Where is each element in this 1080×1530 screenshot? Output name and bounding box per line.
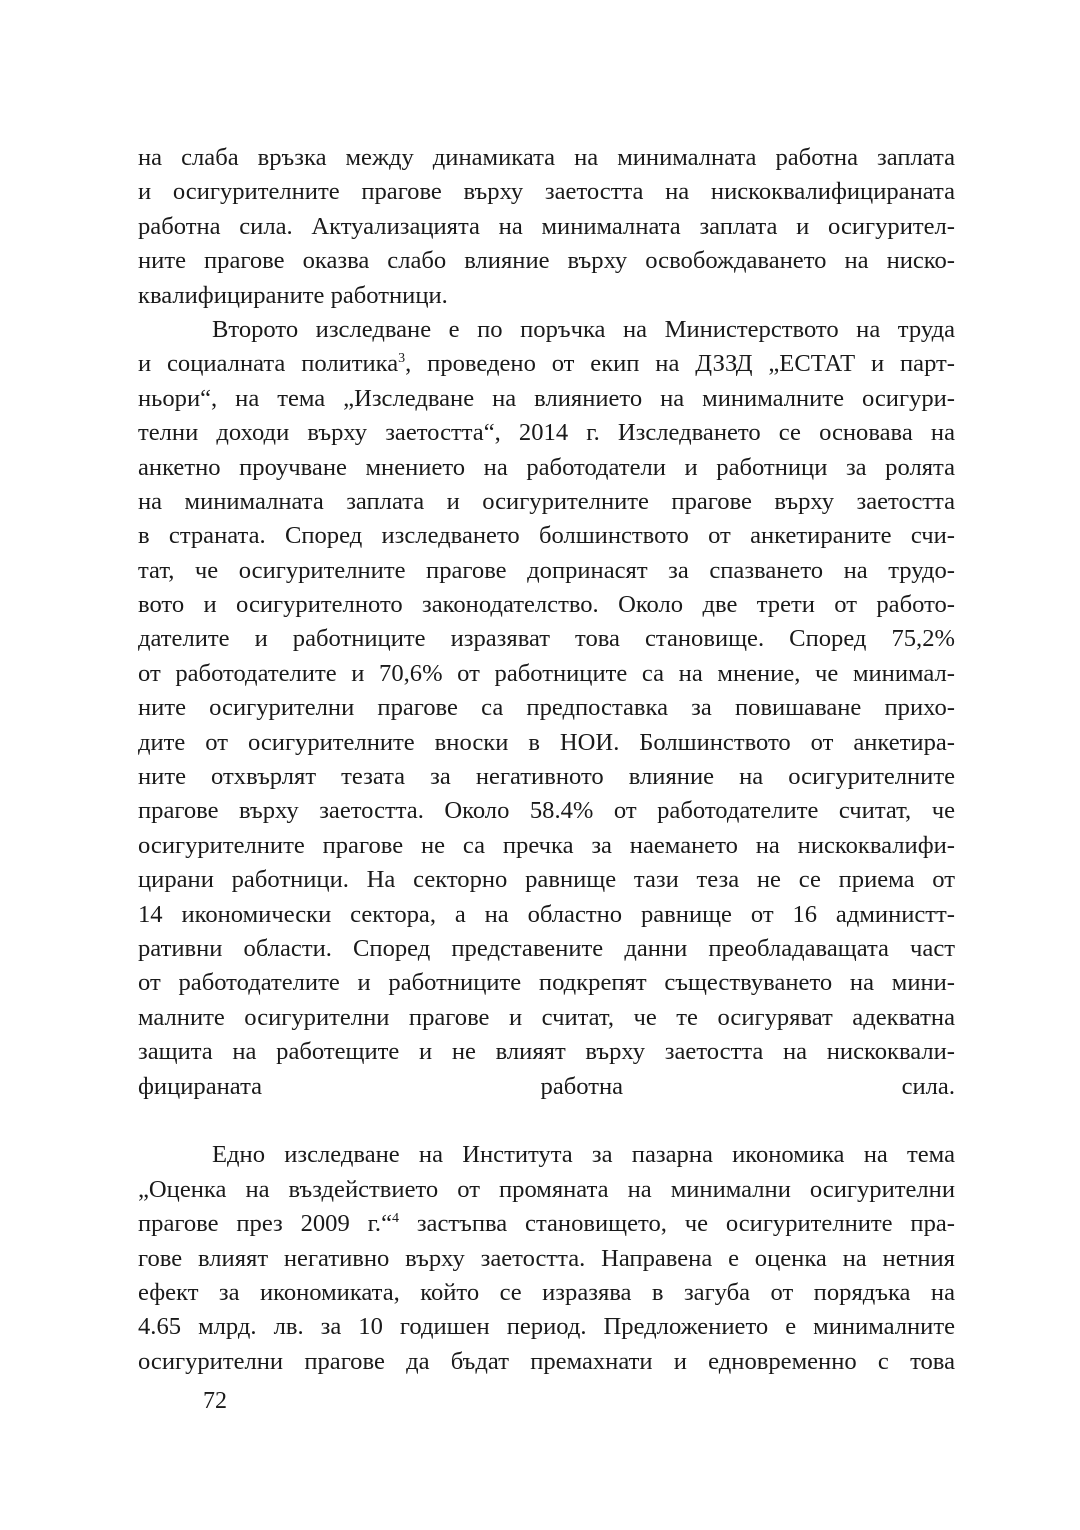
text-line: вото и осигурителното законодателство. Около две трети от работо- <box>138 591 955 619</box>
text-line <box>138 1207 955 1241</box>
text-line: защита на работещите и не влияят върху заетостта на нискоквали- <box>138 1038 955 1066</box>
text-line <box>138 347 955 381</box>
footnote-ref-4: 4 <box>392 1211 399 1227</box>
text-line: осигурителните прагове не са пречка за наемането на нискоквалифи- <box>138 831 955 859</box>
text-fragment: и социалната политика <box>138 350 399 378</box>
text-line: прагове върху заетостта. Около 58.4% от работодателите считат, че <box>138 797 955 825</box>
text-line: гове влияят негативно върху заетостта. Направена е оценка на нетния <box>138 1244 955 1272</box>
text-line: Второто изследване е по поръчка на Министерството на труда <box>212 315 955 343</box>
text-line: 14 икономически сектора, а на областно равнище от 16 администт- <box>138 900 955 928</box>
text-line: малните осигурителни прагове и считат, че те осигуряват адекватна <box>138 1003 955 1031</box>
text-line: ните прагове оказва слабо влияние върху освобождаването на ниско- <box>138 247 955 275</box>
text-line: тат, че осигурителните прагове допринасят за спазването на трудо- <box>138 556 955 584</box>
text-line: телни доходи върху заетостта“, 2014 г. Изследването се основава на <box>138 419 955 447</box>
text-line: работна сила. Актуализацията на минималната заплата и осигурител- <box>138 212 955 240</box>
text-line: дателите и работниците изразяват това становище. Според 75,2% <box>138 625 955 653</box>
body-text <box>138 141 955 1379</box>
text-line: ративни области. Според представените данни преобладаващата част <box>138 934 955 962</box>
text-line: ните осигурителни прагове са предпоставка за повишаване прихо- <box>138 694 955 722</box>
paragraph-1 <box>138 141 955 313</box>
text-line: на минималната заплата и осигурителните прагове върху заетостта <box>138 487 955 515</box>
text-line <box>138 1104 955 1138</box>
page-number: 72 <box>203 1388 227 1414</box>
text-line: Едно изследване на Института за пазарна икономика на тема <box>212 1141 955 1169</box>
text-line: 4.65 млрд. лв. за 10 годишен период. Предложението е минималните <box>138 1313 955 1341</box>
text-line: на слаба връзка между динамиката на минималната работна заплата <box>138 144 955 171</box>
text-line: квалифицираните работници. <box>138 281 448 309</box>
text-line: фицираната работна сила. <box>138 1072 955 1100</box>
text-line: ните отхвърлят тезата за негативното влияние на осигурителните <box>138 763 955 791</box>
text-line: дите от осигурителните вноски в НОИ. Болшинството от анкетира- <box>138 728 955 756</box>
paragraph-3 <box>138 1138 955 1379</box>
text-fragment: , проведено от екип на ДЗЗД „ЕСТАТ и парт- <box>405 350 955 378</box>
text-line: от работодателите и 70,6% от работниците са на мнение, че минимал- <box>138 659 955 687</box>
text-line: анкетно проучване мнението на работодатели и работници за ролята <box>138 453 955 481</box>
text-line: ефект за икономиката, който се изразява в загуба от порядъка на <box>138 1278 955 1306</box>
text-fragment: прагове през 2009 г.“ <box>138 1210 392 1238</box>
text-line: ньори“, на тема „Изследване на влиянието на минималните осигури- <box>138 384 955 412</box>
text-fragment: застъпва становището, че осигурителните пра- <box>399 1210 955 1238</box>
text-line: в страната. Според изследването болшинството от анкетираните счи- <box>138 522 955 550</box>
text-line: осигурителни прагове да бъдат премахнати и едновременно с това <box>138 1347 955 1375</box>
text-line: и осигурителните прагове върху заетостта на нискоквалифицираната <box>138 178 955 206</box>
paragraph-2 <box>138 313 955 1138</box>
text-line: цирани работници. На секторно равнище тази теза не се приема от <box>138 866 955 894</box>
footnote-ref-3: 3 <box>398 351 406 367</box>
text-line: „Оценка на въздействието от промяната на минимални осигурителни <box>138 1175 955 1203</box>
text-line: от работодателите и работниците подкрепят съществуването на мини- <box>138 969 955 997</box>
